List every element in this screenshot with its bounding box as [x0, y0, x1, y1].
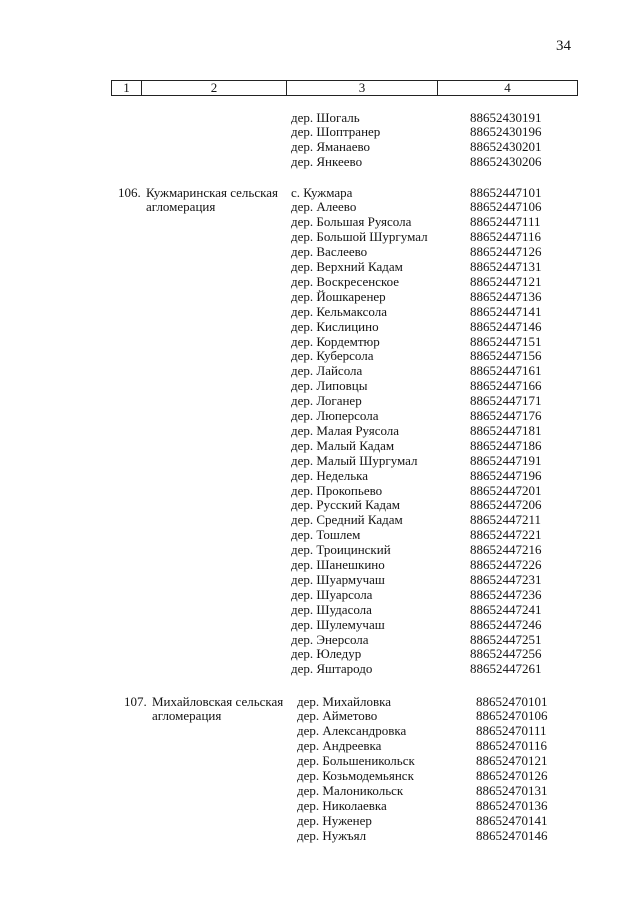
oktmo-code: 88652447146	[470, 318, 542, 334]
settlement-name: дер. Нужъял	[297, 827, 367, 843]
oktmo-code: 88652447101	[470, 184, 542, 200]
settlement-name: дер. Шуарсола	[291, 586, 373, 602]
settlement-name: дер. Воскресенское	[291, 273, 400, 289]
settlement-name: дер. Большеникольск	[297, 753, 415, 769]
settlement-name: дер. Нуженер	[297, 812, 372, 828]
oktmo-code: 88652447131	[470, 259, 542, 274]
settlement-name: дер. Лайсола	[291, 363, 363, 379]
settlement-name: дер. Большой Шургумал	[291, 229, 428, 245]
settlement-name: дер. Малый Шургумал	[291, 452, 418, 468]
oktmo-code: 88652447151	[470, 333, 542, 349]
oktmo-code: 88652447126	[470, 244, 542, 260]
oktmo-code: 88652447106	[470, 199, 542, 215]
settlement-name: дер. Яманаево	[291, 139, 371, 155]
settlement-name: дер. Логанер	[291, 393, 362, 409]
oktmo-code: 88652447161	[470, 363, 542, 379]
settlement-name: дер. Куберсола	[291, 348, 374, 364]
oktmo-code: 88652447211	[470, 512, 542, 528]
oktmo-code: 88652470141	[476, 812, 548, 828]
settlement-name: дер. Прокопьево	[291, 482, 383, 498]
oktmo-code: 88652447246	[470, 616, 542, 632]
oktmo-code: 88652447216	[470, 542, 542, 558]
oktmo-code: 88652447121	[470, 273, 542, 289]
oktmo-code: 88652447226	[470, 557, 542, 572]
section-number: 106.	[118, 184, 141, 200]
settlement-name: дер. Тошлем	[291, 527, 361, 543]
settlement-name: дер. Александровка	[297, 723, 407, 739]
settlement-name: дер. Русский Кадам	[291, 497, 401, 513]
settlement-name: дер. Неделька	[291, 467, 369, 483]
settlement-name: дер. Николаевка	[297, 797, 387, 813]
oktmo-code: 88652447241	[470, 601, 542, 617]
oktmo-code: 88652447116	[470, 229, 542, 245]
settlement-name: дер. Яштародо	[291, 661, 373, 677]
oktmo-code: 88652447156	[470, 348, 542, 364]
oktmo-code: 88652430191	[470, 109, 542, 125]
header-cell-4: 4	[504, 80, 511, 95]
settlement-name: дер. Липовцы	[291, 378, 368, 394]
oktmo-code: 88652447166	[470, 378, 542, 394]
settlement-name: дер. Шуармучаш	[291, 571, 385, 587]
settlement-name: дер. Шоптранер	[291, 124, 381, 140]
settlement-name: дер. Алеево	[291, 199, 357, 215]
section-number: 107.	[124, 693, 147, 709]
oktmo-code: 88652447191	[470, 452, 542, 468]
oktmo-code: 88652470126	[476, 768, 548, 783]
oktmo-code: 88652470101	[476, 693, 548, 709]
oktmo-code: 88652430206	[470, 154, 542, 170]
agglomeration-name-line: Михайловская сельская	[152, 693, 284, 709]
settlement-name: дер. Юледур	[291, 646, 362, 662]
settlement-name: дер. Кельмаксола	[291, 303, 388, 319]
oktmo-code: 88652470146	[476, 827, 548, 843]
oktmo-code: 88652470106	[476, 708, 548, 724]
oktmo-code: 88652470121	[476, 753, 548, 769]
oktmo-code: 88652447111	[470, 214, 541, 230]
oktmo-code: 88652447181	[470, 422, 542, 438]
oktmo-code: 88652430201	[470, 139, 542, 155]
settlement-name: дер. Андреевка	[297, 738, 382, 754]
header-cell-1: 1	[112, 81, 142, 95]
agglomeration-name-line: агломерация	[146, 199, 216, 215]
oktmo-code: 88652430196	[470, 124, 542, 140]
settlement-name: дер. Айметово	[297, 708, 378, 724]
oktmo-code: 88652470136	[476, 797, 548, 813]
settlement-name: дер. Верхний Кадам	[291, 259, 403, 274]
settlement-name: дер. Шулемучаш	[291, 616, 385, 632]
settlement-name: дер. Большая Руясола	[291, 214, 412, 230]
oktmo-code: 88652470116	[476, 738, 548, 754]
oktmo-code: 88652447236	[470, 586, 542, 602]
settlement-name: дер. Шанешкино	[291, 557, 385, 572]
header-cell-2: 2	[142, 81, 287, 95]
oktmo-code: 88652447251	[470, 631, 542, 647]
oktmo-code: 88652447186	[470, 437, 542, 453]
settlement-name: дер. Малая Руясола	[291, 422, 400, 438]
settlement-name: с. Кужмара	[291, 184, 353, 200]
oktmo-code: 88652447196	[470, 467, 542, 483]
settlement-name: дер. Йошкаренер	[291, 288, 386, 304]
agglomeration-name-line: Кужмаринская сельская	[146, 184, 278, 200]
oktmo-code: 88652470131	[476, 782, 548, 798]
settlement-name: дер. Малый Кадам	[291, 437, 395, 453]
oktmo-code: 88652447171	[470, 393, 542, 409]
settlement-name: дер. Кислицино	[291, 318, 379, 334]
settlement-name: дер. Шудасола	[291, 601, 372, 617]
settlement-name: дер. Люперсола	[291, 408, 379, 423]
table-header-row	[111, 80, 578, 96]
settlement-name: дер. Энерсола	[291, 631, 369, 647]
oktmo-code: 88652447221	[470, 527, 542, 543]
oktmo-code: 88652447141	[470, 303, 542, 319]
oktmo-code: 88652470111	[476, 723, 547, 739]
settlement-name: дер. Средний Кадам	[291, 512, 403, 528]
oktmo-code: 88652447176	[470, 408, 542, 423]
settlement-name: дер. Янкеево	[291, 154, 363, 170]
settlement-name: дер. Кордемтюр	[291, 333, 380, 349]
oktmo-code: 88652447206	[470, 497, 542, 513]
agglomeration-name-line: агломерация	[152, 708, 222, 724]
settlement-name: дер. Троицинский	[291, 542, 391, 558]
settlement-name: дер. Михайловка	[297, 693, 391, 709]
settlement-name: дер. Козьмодемьянск	[297, 768, 414, 783]
settlement-name: дер. Шогаль	[291, 109, 360, 125]
settlement-name: дер. Васлеево	[291, 244, 368, 260]
oktmo-code: 88652447261	[470, 661, 542, 677]
oktmo-code: 88652447231	[470, 571, 542, 587]
settlement-name: дер. Малоникольск	[297, 782, 404, 798]
oktmo-code: 88652447136	[470, 288, 542, 304]
page-number: 34	[556, 38, 571, 54]
oktmo-code: 88652447256	[470, 646, 542, 662]
header-cell-3: 3	[287, 81, 438, 95]
oktmo-code: 88652447201	[470, 482, 542, 498]
